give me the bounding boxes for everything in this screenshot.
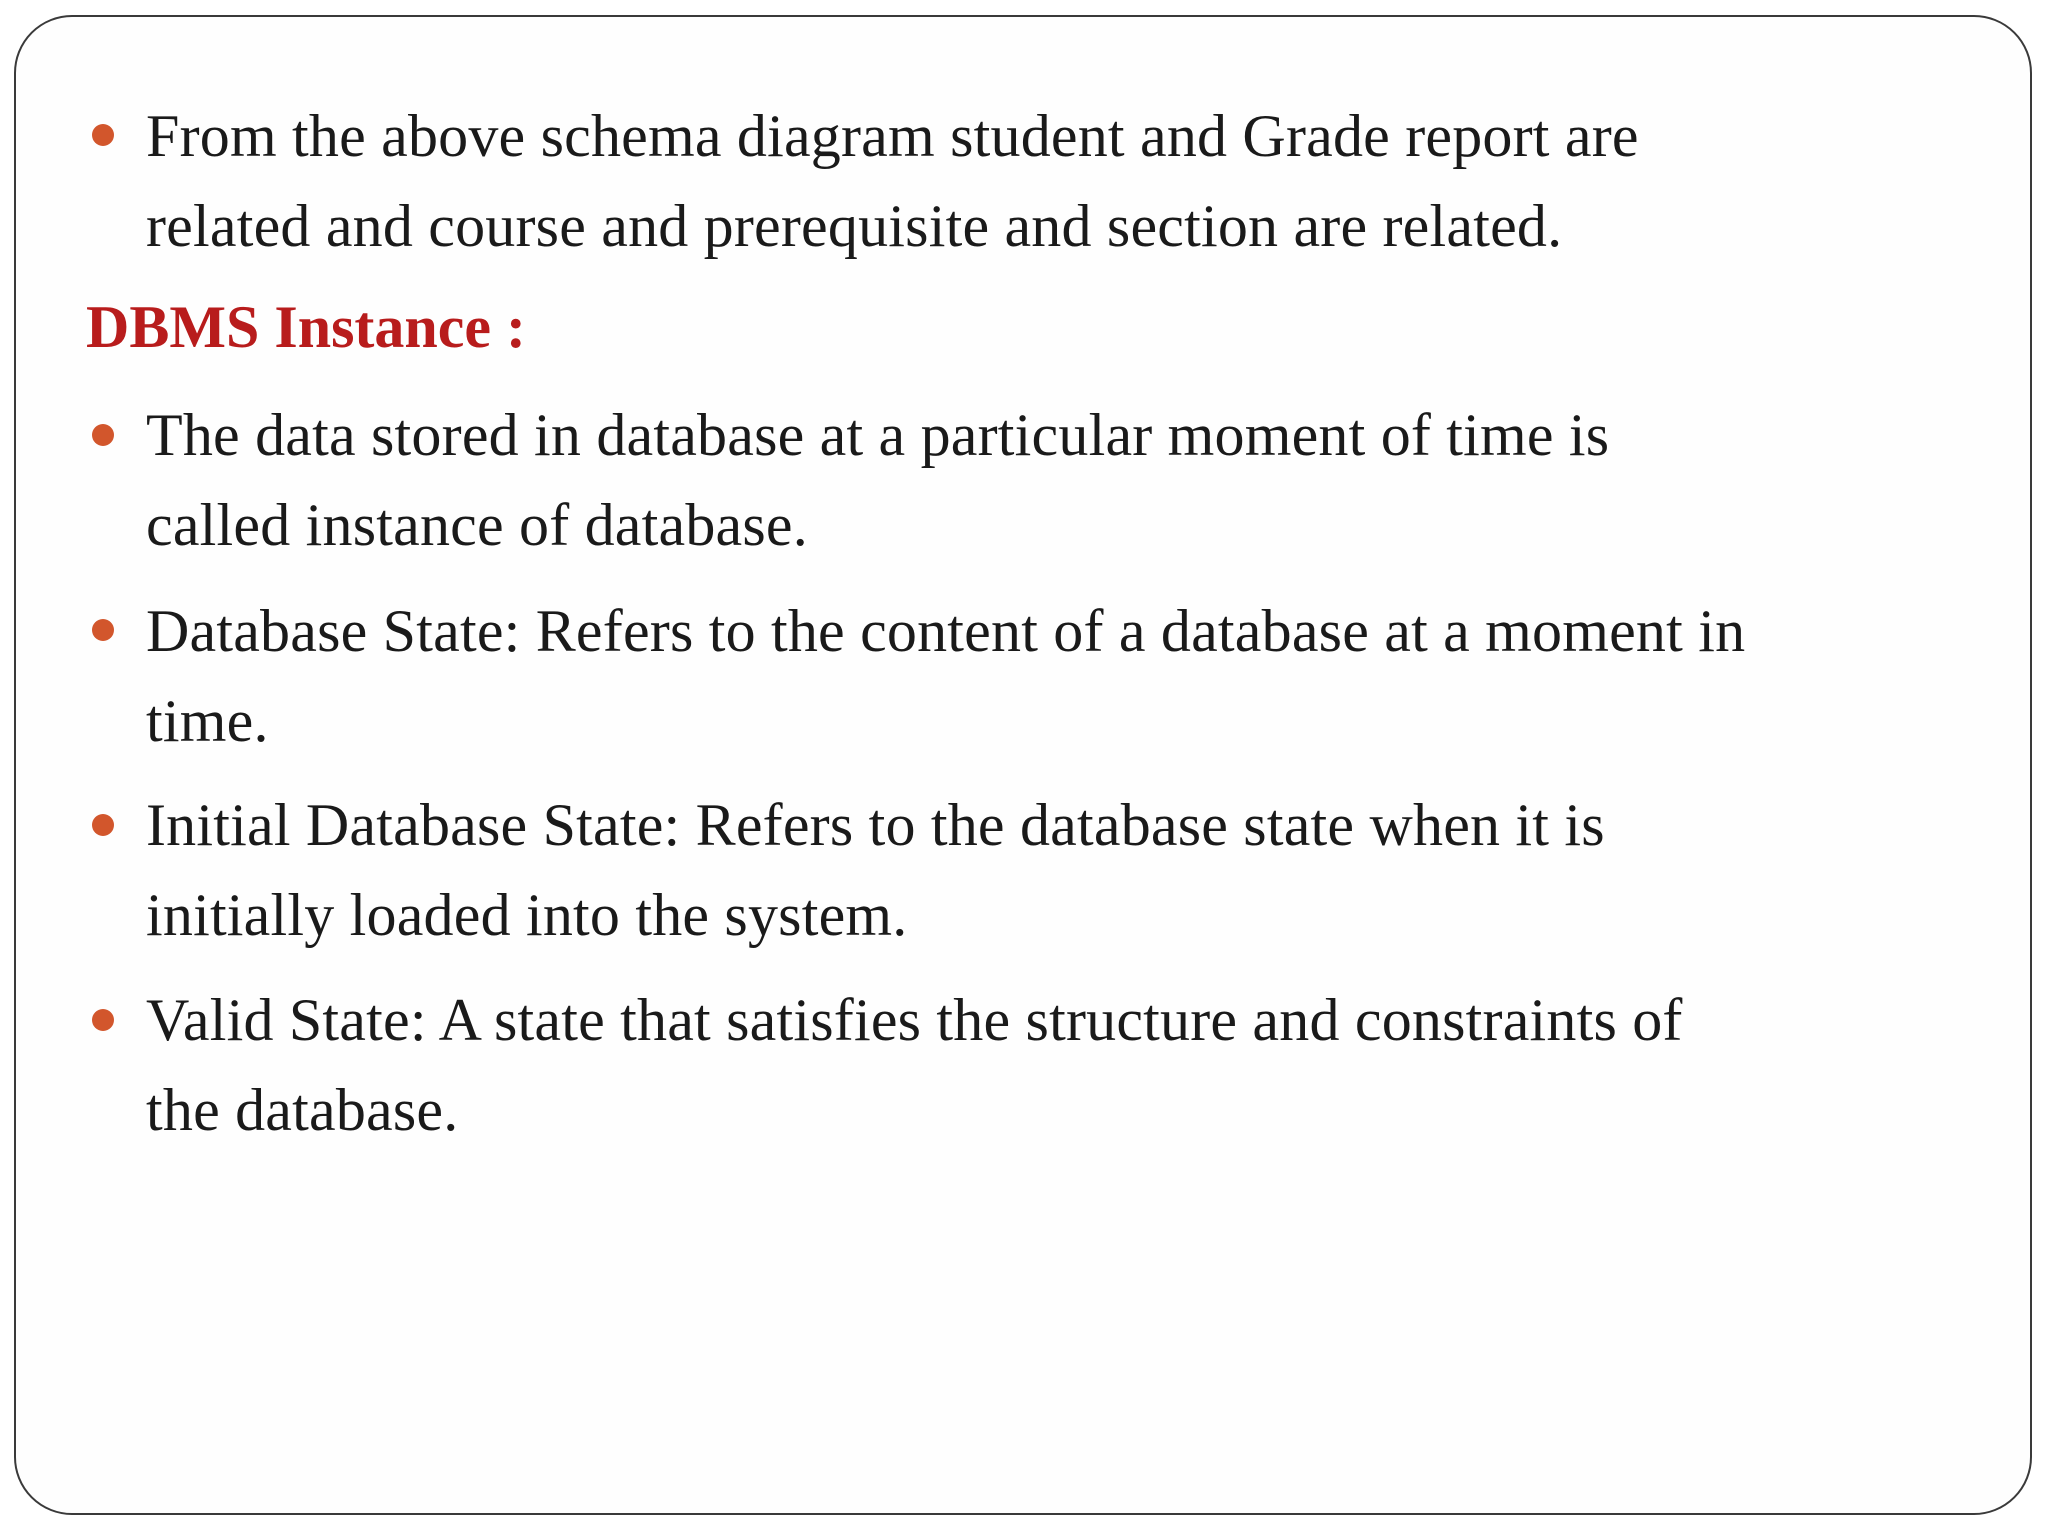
bullet-line: Valid State: A state that satisfies the structure and constraints of <box>146 987 1683 1053</box>
bullet-item-4 <box>146 780 1946 960</box>
bullet-line: The data stored in database at a particular moment of time is <box>146 402 1610 468</box>
bullet-dot-icon <box>92 1009 114 1031</box>
bullet-line: From the above schema diagram student and Grade report are <box>146 103 1639 169</box>
bullet-item-5 <box>146 975 1946 1155</box>
bullet-item-1 <box>146 91 1946 271</box>
bullet-line: initially loaded into the system. <box>146 882 908 948</box>
bullet-dot-icon <box>92 814 114 836</box>
bullet-line: related and course and prerequisite and section are related. <box>146 193 1563 259</box>
bullet-line: time. <box>146 688 269 754</box>
bullet-dot-icon <box>92 124 114 146</box>
section-heading: DBMS Instance : <box>86 294 527 360</box>
bullet-line: called instance of database. <box>146 492 808 558</box>
bullet-dot-icon <box>92 619 114 641</box>
bullet-line: Initial Database State: Refers to the database state when it is <box>146 792 1605 858</box>
bullet-line: the database. <box>146 1077 459 1143</box>
bullet-dot-icon <box>92 424 114 446</box>
bullet-line: Database State: Refers to the content of a database at a moment in <box>146 598 1746 664</box>
bullet-item-3 <box>146 586 1946 766</box>
bullet-item-2 <box>146 390 1946 570</box>
